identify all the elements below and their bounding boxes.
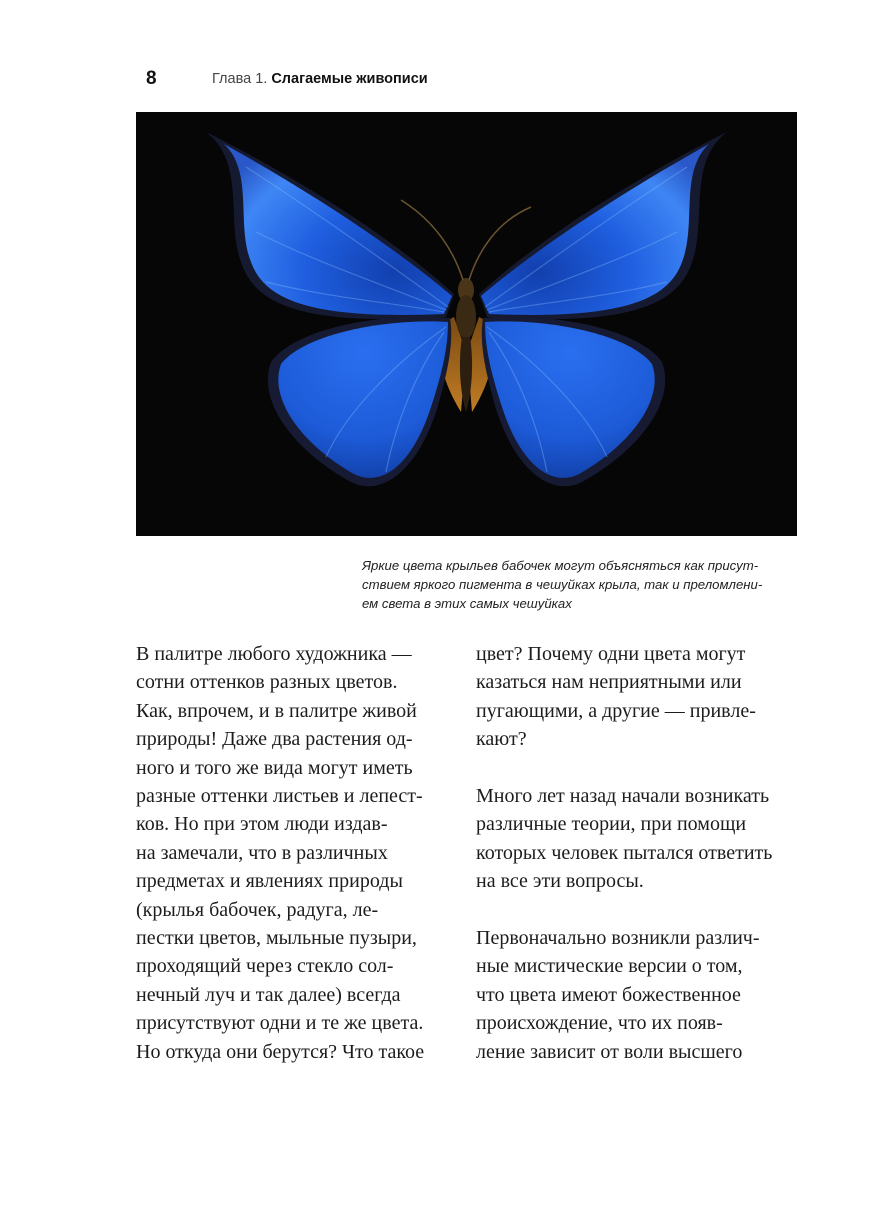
paragraph-gap bbox=[476, 754, 806, 782]
text-line: различные теории, при помощи bbox=[476, 813, 747, 836]
text-line: пугающими, а другие — привле- bbox=[476, 699, 756, 722]
text-line: природы! Даже два растения од- bbox=[136, 728, 413, 751]
left-column-text bbox=[136, 640, 461, 1066]
text-line: ного и того же вида могут иметь bbox=[136, 756, 413, 779]
chapter-title: Слагаемые живописи bbox=[271, 71, 428, 87]
caption-line: Яркие цвета крыльев бабочек могут объясняться как присут- bbox=[362, 558, 759, 573]
page-header bbox=[146, 68, 806, 94]
butterfly-photo bbox=[136, 112, 797, 536]
text-line: происхождение, что их появ- bbox=[476, 1012, 723, 1035]
text-line: Много лет назад начали возникать bbox=[476, 785, 770, 808]
text-line: Как, впрочем, и в палитре живой bbox=[136, 699, 417, 722]
text-line: (крылья бабочек, радуга, ле- bbox=[136, 898, 379, 921]
butterfly-illustration bbox=[136, 112, 797, 536]
text-line: что цвета имеют божественное bbox=[476, 983, 741, 1006]
caption-line: ем света в этих самых чешуйках bbox=[362, 596, 572, 611]
page-number: 8 bbox=[146, 68, 157, 89]
right-column-text bbox=[476, 640, 806, 1066]
photo-caption bbox=[362, 556, 802, 613]
text-line: Первоначально возникли различ- bbox=[476, 927, 760, 950]
text-line: пестки цветов, мыльные пузыри, bbox=[136, 927, 417, 950]
text-line: на все эти вопросы. bbox=[476, 870, 644, 893]
text-line: В палитре любого художника — bbox=[136, 643, 412, 665]
text-line: сотни оттенков разных цветов. bbox=[136, 671, 398, 694]
text-line: которых человек пытался ответить bbox=[476, 841, 773, 864]
caption-line: ствием яркого пигмента в чешуйках крыла, так и преломлени- bbox=[362, 577, 763, 592]
text-line: кают? bbox=[476, 728, 527, 751]
text-line: ные мистические версии о том, bbox=[476, 955, 743, 978]
running-head bbox=[212, 71, 428, 87]
text-line: цвет? Почему одни цвета могут bbox=[476, 643, 746, 665]
text-line: казаться нам неприятными или bbox=[476, 671, 742, 694]
text-line: ков. Но при этом люди издав- bbox=[136, 813, 388, 836]
paragraph-gap bbox=[476, 896, 806, 924]
chapter-label: Глава 1. bbox=[212, 71, 268, 87]
text-line: проходящий через стекло сол- bbox=[136, 955, 394, 978]
text-line: разные оттенки листьев и лепест- bbox=[136, 785, 423, 808]
text-line: присутствуют одни и те же цвета. bbox=[136, 1012, 424, 1035]
text-line: ление зависит от воли высшего bbox=[476, 1040, 743, 1063]
text-line: предметах и явлениях природы bbox=[136, 870, 403, 893]
text-line: на замечали, что в различных bbox=[136, 841, 388, 864]
text-line: нечный луч и так далее) всегда bbox=[136, 983, 401, 1006]
text-line: Но откуда они берутся? Что такое bbox=[136, 1040, 425, 1063]
